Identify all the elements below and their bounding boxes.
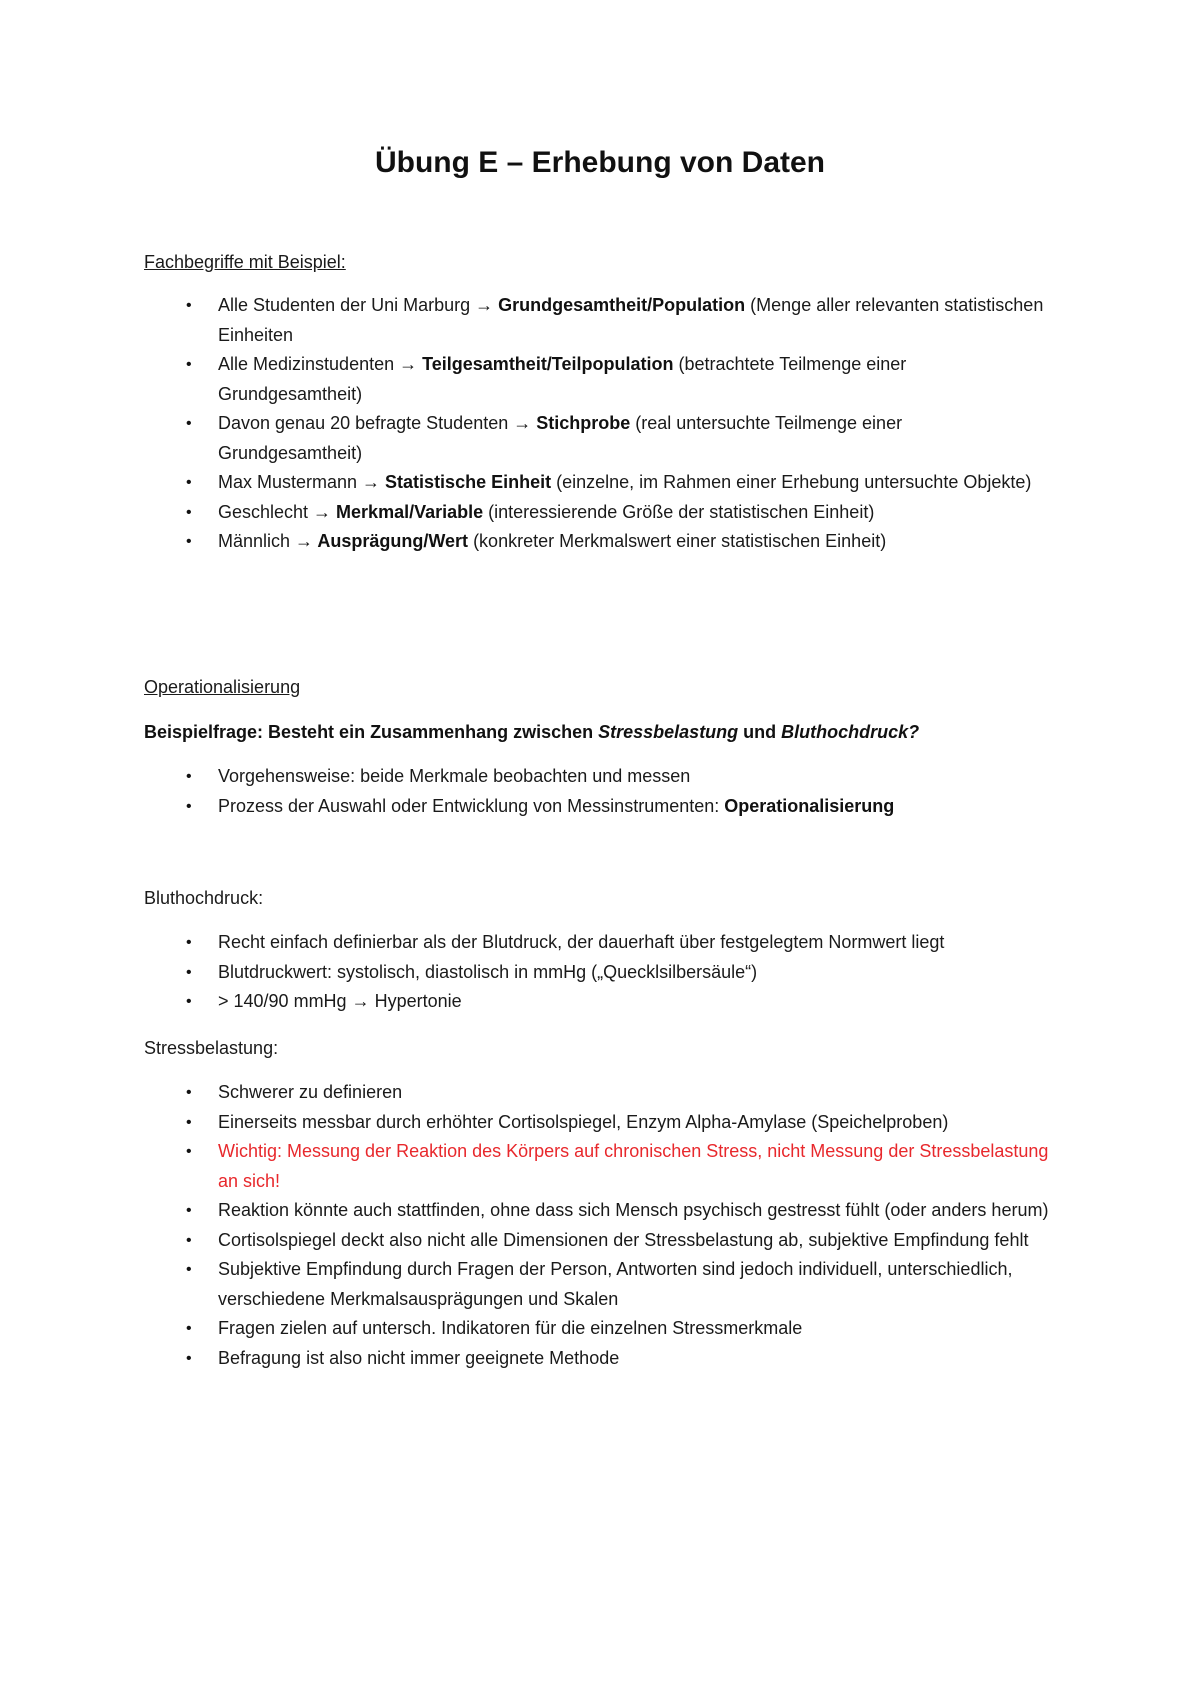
bullet-icon: • [186,1084,192,1101]
list-item: • Davon genau 20 befragte Studenten → Stichprobe (real untersuchte Teilmenge einer Grundgesamtheit) [0,409,1200,468]
bullet-icon: • [186,797,192,815]
bullet-icon: • [186,533,192,550]
bullet-icon: • [186,993,192,1010]
highlighted-note: Wichtig: Messung der Reaktion des Körpers auf chronischen Stress, nicht Messung der Stressbelastung an sich! [218,1141,1049,1191]
arrow-icon: → [362,472,381,492]
bullet-icon: • [186,1143,192,1160]
fachbegriffe-list [0,291,1200,557]
list-item: • Max Mustermann → Statistische Einheit (einzelne, im Rahmen einer Erhebung untersuchte Objekte) [0,468,1200,498]
stressbelastung-list [0,1078,1200,1373]
bullet-icon: • [186,1202,192,1219]
operationalisierung-list [0,762,1200,821]
bullet-icon: • [186,503,192,521]
bullet-icon: • [186,1113,192,1131]
bullet-icon: • [186,934,192,951]
list-item: • Subjektive Empfindung durch Fragen der Person, Antworten sind jedoch individuell, unterschiedlich, verschiedene Merkmalsausprägungen und Skalen [0,1255,1200,1314]
arrow-icon: → [313,501,332,522]
list-item: • Alle Medizinstudenten → Teilgesamtheit/Teilpopulation (betrachtete Teilmenge einer Grundgesamtheit) [0,350,1200,409]
list-item: • Befragung ist also nicht immer geeignete Methode [0,1344,1200,1374]
bullet-icon: • [186,1261,192,1278]
bullet-icon: • [186,768,192,785]
bullet-icon: • [186,474,192,491]
list-item: • Recht einfach definierbar als der Blutdruck, der dauerhaft über festgelegtem Normwert liegt [0,928,1200,958]
arrow-icon: → [295,531,314,551]
bullet-icon: • [186,356,192,373]
list-item: • Einerseits messbar durch erhöhter Cortisolspiegel, Enzym Alpha-Amylase (Speichelproben) [0,1108,1200,1138]
bullet-icon: • [186,1349,192,1367]
list-item: • > 140/90 mmHg → Hypertonie [0,987,1200,1017]
list-item: • Geschlecht → Merkmal/Variable (interessierende Größe der statistischen Einheit) [0,498,1200,528]
example-question: Beispielfrage: Besteht ein Zusammenhang zwischen Stressbelastung und Bluthochdruck? [144,722,920,742]
bullet-icon: • [186,297,192,314]
list-item-highlighted [0,1137,1200,1196]
bullet-icon: • [186,415,192,432]
arrow-icon: → [351,991,370,1011]
bluthochdruck-list [0,928,1200,1017]
section-heading-operationalisierung: Operationalisierung [144,677,301,697]
arrow-icon: → [399,354,418,374]
list-item: • Alle Studenten der Uni Marburg → Grundgesamtheit/Population (Menge aller relevanten statistischen Einheiten [0,291,1200,350]
bullet-icon: • [186,1231,192,1249]
section-heading-fachbegriffe: Fachbegriffe mit Beispiel: [144,252,346,272]
section-heading-bluthochdruck: Bluthochdruck: [144,888,264,908]
list-item: • Vorgehensweise: beide Merkmale beobachten und messen [0,762,1200,792]
arrow-icon: → [475,295,494,315]
list-item: • Schwerer zu definieren [0,1078,1200,1108]
list-item: • Blutdruckwert: systolisch, diastolisch in mmHg („Quecklsilbersäule“) [0,958,1200,988]
arrow-icon: → [513,413,532,433]
list-item: • Männlich → Ausprägung/Wert (konkreter Merkmalswert einer statistischen Einheit) [0,527,1200,557]
document-title: Übung E – Erhebung von Daten [374,146,825,179]
section-heading-stressbelastung: Stressbelastung: [144,1038,279,1058]
bullet-icon: • [186,1320,192,1337]
bullet-icon: • [186,963,192,981]
list-item: • Cortisolspiegel deckt also nicht alle Dimensionen der Stressbelastung ab, subjektive Empfindung fehlt [0,1226,1200,1256]
list-item: • Reaktion könnte auch stattfinden, ohne dass sich Mensch psychisch gestresst fühlt (oder anders herum) [0,1196,1200,1226]
list-item: • Fragen zielen auf untersch. Indikatoren für die einzelnen Stressmerkmale [0,1314,1200,1344]
list-item: • Prozess der Auswahl oder Entwicklung von Messinstrumenten: Operationalisierung [0,792,1200,822]
